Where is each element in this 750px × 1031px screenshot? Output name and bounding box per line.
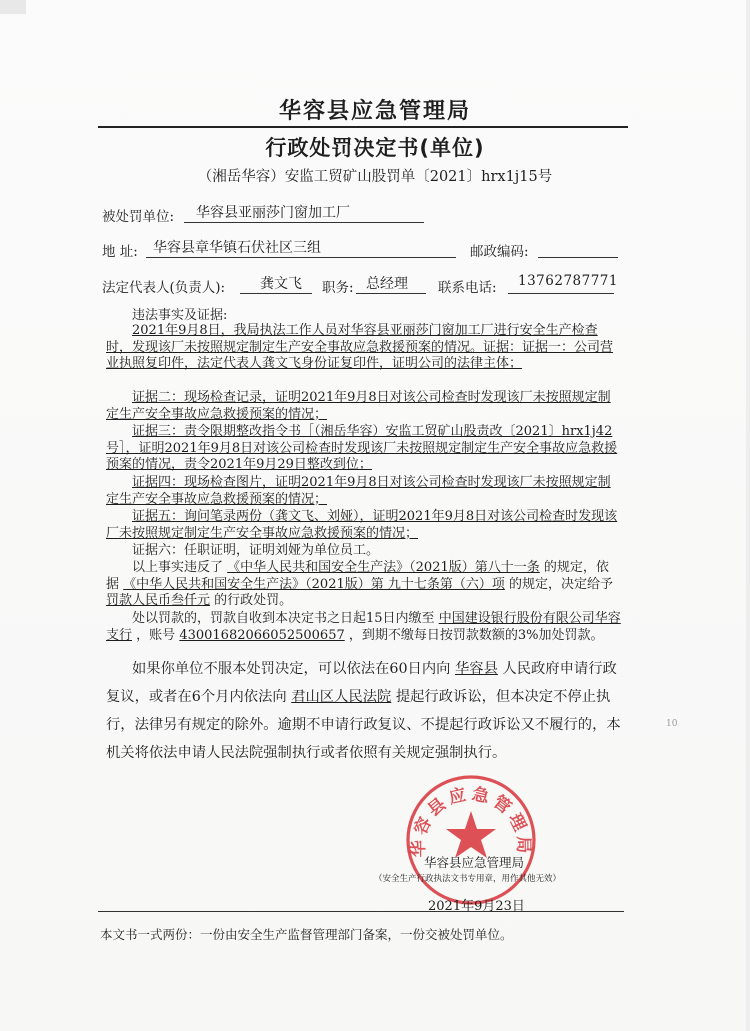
- position-label: 职务:: [322, 280, 354, 296]
- evidence-2: 证据二：现场检查记录，证明2021年9月8日对该公司检查时发现该厂未按照规定制定生产安全事故应急救援预案的情况；: [106, 390, 611, 422]
- payment-bank: 中国建设银行股份有限公司华容支行: [106, 611, 621, 643]
- penalty-amount: 罚款人民币叁仟元: [106, 593, 211, 609]
- appeal-court: 君山区人民法院: [291, 689, 392, 705]
- payment-account: 43001682066052500657: [179, 627, 345, 643]
- party-label: 被处罚单位:: [102, 209, 175, 225]
- payment-paragraph: [106, 611, 621, 644]
- violation-text-a: 以上事实违反了: [132, 560, 224, 575]
- postcode-label: 邮政编码:: [470, 244, 529, 260]
- violated-law: 《中华人民共和国安全生产法》（2021版）第八十一条: [227, 560, 540, 575]
- address-label: 地 址:: [102, 244, 138, 260]
- document-number: （湘岳华容）安监工贸矿山股罚单〔2021〕hrx1j15号: [197, 169, 553, 185]
- phone-label: 联系电话:: [438, 280, 497, 296]
- evidence-3: 证据三：责令限期整改指令书［（湘岳华容）安监工贸矿山股责改〔2021〕hrx1j42号］，证明2021年9月8日对该公司检查时发现该厂未按照规定制定生产安全事故应急救援预案的情况，责令2021年9月29日整改到位；: [106, 424, 618, 473]
- appeal-government: 华容县: [454, 661, 498, 677]
- title-rule: [98, 126, 628, 128]
- footer-note: 本文书一式两份：一份由安全生产监督管理部门备案，一份交被处罚单位。: [100, 927, 513, 942]
- facts-heading: 违法事实及证据:: [132, 308, 228, 323]
- phone-value: 13762787771: [518, 273, 618, 289]
- rep-label: 法定代表人(负责人):: [102, 280, 226, 296]
- facts-paragraph: 2021年9月8日，我局执法工作人员对华容县亚丽莎门窗加工厂进行安全生产检查时，发现该厂未按照规定制定生产安全事故应急救援预案的情况。证据：证据一：公司营业执照复印件，法定代表人龚文飞身份证复印件，证明公司的法律主体；: [106, 323, 614, 372]
- appeal-text-c: 提起行政诉讼，但本决定不停止执行，法律另有规定的除外。逾期不申请行政复议、不提起行政诉讼又不履行的，本机关将依法申请人民法院强制执行或者依照有关规定强制执行。: [106, 689, 621, 761]
- basis-law: 《中华人民共和国安全生产法》（2021版）第 九十七条第（六）项: [123, 576, 505, 592]
- evidence-4: 证据四：现场检查图片，证明2021年9月8日对该公司检查时发现该厂未按照规定制定生产安全事故应急救援预案的情况；: [106, 475, 611, 507]
- violation-paragraph: [106, 560, 621, 610]
- payment-text-b: ，账号: [136, 627, 176, 643]
- evidence-5: 证据五：询问笔录两份（龚文飞、刘娅），证明2021年9月8日对该公司检查时发现该厂未按照规定制定生产安全事故应急救援预案的情况；: [106, 509, 618, 541]
- position-value: 总经理: [366, 276, 408, 292]
- party-underline: [184, 222, 424, 223]
- address-value: 华容县章华镇石伏社区三组: [153, 240, 321, 256]
- appeal-paragraph: [106, 655, 621, 767]
- position-underline: [356, 293, 426, 294]
- signature-date: 2021年9月23日: [428, 899, 525, 914]
- payment-text-a: 处以罚款的，罚款自收到本决定书之日起15日内缴至: [132, 611, 435, 626]
- evidence-6: 证据六：任职证明，证明刘娅为单位员工。: [132, 543, 380, 558]
- violation-text-b: 的规定，依据: [106, 560, 609, 592]
- document-title: 行政处罚决定书(单位): [265, 136, 485, 160]
- official-seal-icon: [404, 773, 538, 907]
- violation-text-d: 的行政处罚。: [214, 593, 293, 609]
- page-corner-shadow: [0, 0, 26, 14]
- rep-underline: [240, 293, 312, 294]
- footer-rule: [98, 911, 624, 912]
- rep-value: 龚文飞: [260, 276, 302, 292]
- signature-note: （安全生产行政执法文书专用章，用作其他无效）: [374, 874, 562, 884]
- agency-title: 华容县应急管理局: [278, 99, 471, 124]
- address-underline: [146, 257, 456, 258]
- party-value: 华容县亚丽莎门窗加工厂: [196, 205, 350, 221]
- postcode-underline: [538, 257, 618, 258]
- signature-org: 华容县应急管理局: [424, 855, 525, 870]
- phone-underline: [508, 293, 614, 294]
- margin-mark: 10: [666, 719, 678, 729]
- svg-text:华容县应急管理局: 华容县应急管理局: [408, 784, 534, 858]
- violation-text-c: 的规定，决定给予: [509, 576, 614, 592]
- appeal-text-a: 如果你单位不服本处罚决定，可以依法在60日内向: [132, 661, 451, 677]
- payment-text-c: ，到期不缴每日按罚款数额的3%加处罚款。: [348, 627, 604, 643]
- appeal-text-b: 人民政府申请行政复议，或者在6个月内依法向: [106, 661, 617, 705]
